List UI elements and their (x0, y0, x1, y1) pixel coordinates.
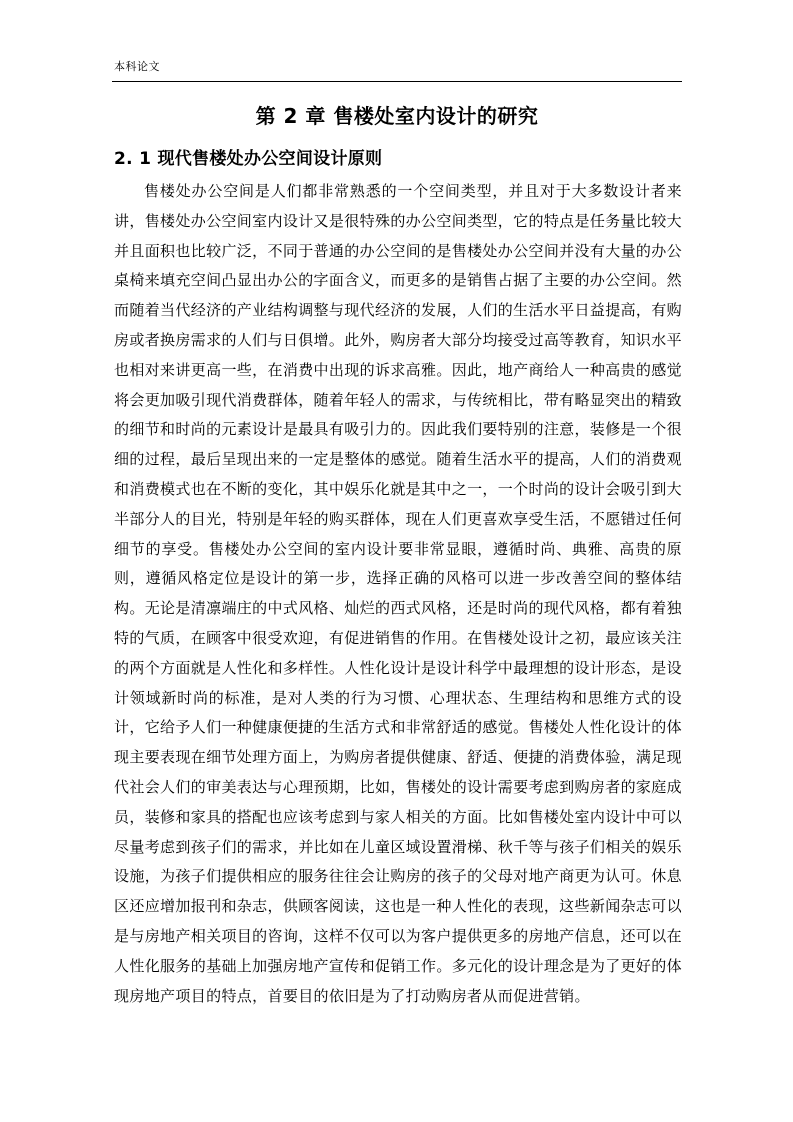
section-title: 2. 1 现代售楼处办公空间设计原则 (114, 149, 383, 169)
body-paragraph: 售楼处办公空间是人们都非常熟悉的一个空间类型，并且对于大多数设计者来讲，售楼处办公空间室内设计又是很特殊的办公空间类型，它的特点是任务量比较大并且面积也比较广泛，不同于普通的办公空间的是售楼处办公空间并没有大量的办公桌椅来填充空间凸显出办公的字面含义，而更多的是销售占据了主要的办公空间。然而随着当代经济的产业结构调整与现代经济的发展，人们的生活水平日益提高，有购房或者换房需求的人们与日俱增。此外，购房者大部分均接受过高等教育，知识水平也相对来讲更高一些，在消费中出现的诉求高雅。因此，地产商给人一种高贵的感觉将会更加吸引现代消费群体，随着年轻人的需求，与传统相比，带有略显突出的精致的细节和时尚的元素设计是最具有吸引力的。因此我们要特别的注意，装修是一个很细的过程，最后呈现出来的一定是整体的感觉。随着生活水平的提高，人们的消费观和消费模式也在不断的变化，其中娱乐化就是其中之一，一个时尚的设计会吸引到大半部分人的目光，特别是年轻的购买群体，现在人们更喜欢享受生活，不愿错过任何细节的享受。售楼处办公空间的室内设计要非常显眼，遵循时尚、典雅、高贵的原则，遵循风格定位是设计的第一步，选择正确的风格可以进一步改善空间的整体结构。无论是清凛端庄的中式风格、灿烂的西式风格，还是时尚的现代风格，都有着独特的气质，在顾客中很受欢迎，有促进销售的作用。在售楼处设计之初，最应该关注的两个方面就是人性化和多样性。人性化设计是设计科学中最理想的设计形态，是设计领域新时尚的标准，是对人类的行为习惯、心理状态、生理结构和思维方式的设计，它给予人们一种健康便捷的生活方式和非常舒适的感觉。售楼处人性化设计的体现主要表现在细节处理方面上，为购房者提供健康、舒适、便捷的消费体验，满足现代社会人们的审美表达与心理预期，比如，售楼处的设计需要考虑到购房者的家庭成员，装修和家具的搭配也应该考虑到与家人相关的方面。比如售楼处室内设计中可以尽量考虑到孩子们的需求，并比如在儿童区域设置滑梯、秋千等与孩子们相关的娱乐设施，为孩子们提供相应的服务往往会让购房的孩子的父母对地产商更为认可。休息区还应增加报刊和杂志，供顾客阅读，这也是一种人性化的表现，这些新闻杂志可以是与房地产相关项目的咨询，这样不仅可以为客户提供更多的房地产信息，还可以在人性化服务的基础上加强房地产宣传和促销工作。多元化的设计理念是为了更好的体现房地产项目的特点，首要目的依旧是为了打动购房者从而促进营销。 (114, 182, 682, 1005)
header-divider (112, 81, 682, 82)
running-header: 本科论文 (114, 60, 160, 73)
chapter-title: 第 2 章 售楼处室内设计的研究 (255, 104, 539, 128)
